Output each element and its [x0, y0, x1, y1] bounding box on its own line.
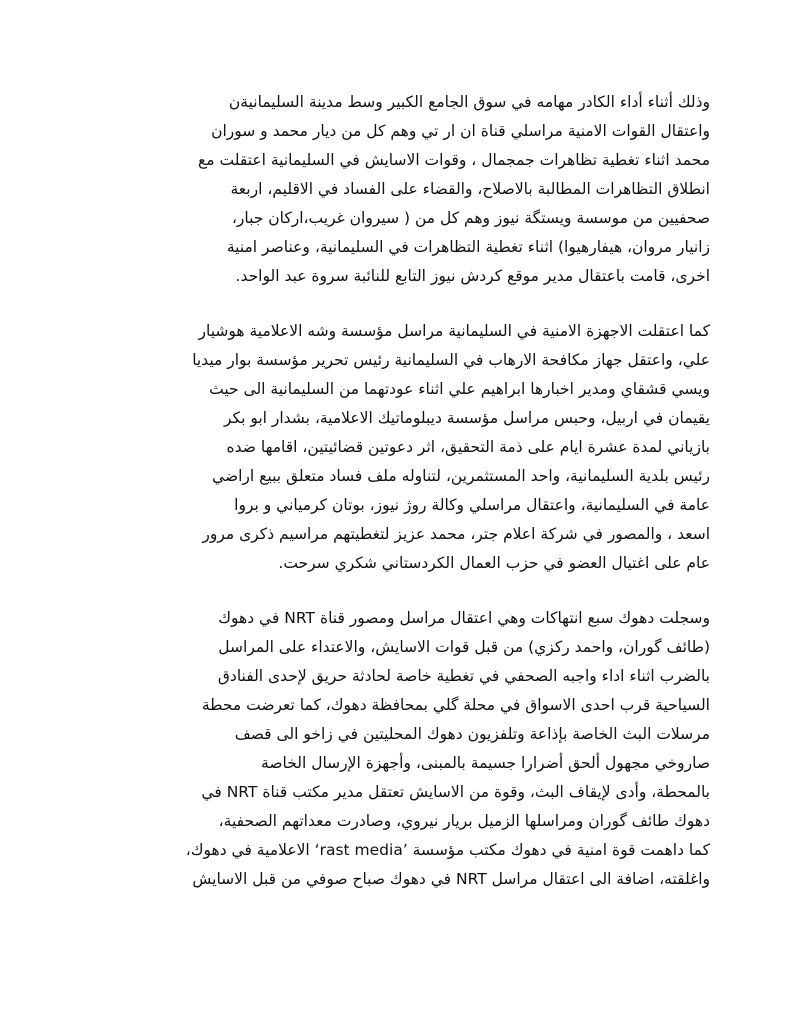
text-line: صاروخي مجهول ألحق أضرارا جسيمة بالمبنى، وأجهزة الإرسال الخاصة	[261, 754, 710, 772]
text-line: كما اعتقلت الاجهزة الامنية في السليمانية مراسل مؤسسة وشه الاعلامية هوشيار	[198, 322, 710, 340]
text-line: اخرى، قامت باعتقال مدير موقع كردش نيوز التابع للنائبة سروة عبد الواحد.	[235, 267, 710, 285]
text-line: اسعد ، والمصور في شركة اعلام جتر، محمد عزيز لتغطيتهم مراسيم ذكرى مرور	[202, 525, 710, 543]
text-line: ويسي قشقاي ومدير اخبارها ابراهيم علي اثناء عودتهما من السليمانية الى حيث	[209, 380, 710, 398]
text-line: رئيس بلدية السليمانية، واحد المستثمرين، لتناوله ملف فساد متعلق ببيع اراضي	[212, 467, 710, 485]
text-line: وذلك أثناء أداء الكادر مهامه في سوق الجامع الكبير وسط مدينة السليمانيةن	[228, 93, 710, 111]
text-line: وسجلت دهوك سبع انتهاكات وهي اعتقال مراسل ومصور قناة NRT في دهوك	[218, 609, 710, 627]
text-line: (طائف گوران، واحمد ركزي) من قبل قوات الاسايش، والاعتداء على المراسل	[218, 638, 710, 656]
text-line: بازياني لمدة عشرة ايام على ذمة التحقيق، اثر دعوتين قضائيتين، اقامها ضده	[226, 438, 710, 456]
paragraph-1	[94, 88, 710, 291]
paragraph-2	[94, 317, 710, 578]
text-line: علي، واعتقل جهاز مكافحة الارهاب في السليمانية رئيس تحرير مؤسسة بوار ميديا	[192, 351, 710, 369]
text-line: دهوك طائف گوران ومراسلها الزميل بريار نيروي، وصادرت معداتهم الصحفية،	[218, 812, 710, 830]
text-line: السياحية قرب احدى الاسواق في محلة گلي بمحافظة دهوك، كما تعرضت محطة	[201, 696, 710, 714]
text-line: يقيمان في اربيل، وحبس مراسل مؤسسة ديبلوماتيك الاعلامية، بشدار ابو بكر	[223, 409, 710, 427]
text-line: بالمحطة، وأدى لإيقاف البث، وقوة من الاسايش تعتقل مدير مكتب قناة NRT في	[201, 783, 710, 801]
text-line: صحفيين من موسسة ويستگة نيوز وهم كل من ( سيروان غريب،اركان جبار،	[231, 209, 710, 227]
text-line: بالضرب اثناء اداء واجبه الصحفي في تغطية خاصة لحادثة حريق لإحدى الفنادق	[217, 667, 710, 685]
text-line: زانيار مروان، هيفارهيوا) اثناء تغطية التظاهرات في السليمانية، وعناصر امنية	[226, 238, 710, 256]
paragraph-3	[94, 604, 710, 894]
text-line: محمد اثناء تغطية تظاهرات جمجمال ، وقوات الاسايش في السليمانية اعتقلت مع	[198, 151, 710, 169]
text-line: انطلاق التظاهرات المطالبة بالاصلاح، والقضاء على الفساد في الاقليم، اربعة	[230, 180, 710, 198]
text-line: واغلقته، اضافة الى اعتقال مراسل NRT في دهوك صباح صوفي من قبل الاسايش	[192, 870, 710, 888]
text-line: واعتقال القوات الامنية مراسلي قناة ان ار تي وهم كل من ديار محمد و سوران	[211, 122, 710, 140]
text-line: عام على اغتيال العضو في حزب العمال الكردستاني شكري سرحت.	[278, 554, 710, 572]
text-line: عامة في السليمانية، واعتقال مراسلي وكالة روژ نيوز، بوتان كرمياني و بروا	[234, 496, 710, 514]
text-line: مرسلات البث الخاصة بإذاعة وتلفزيون دهوك المحليتين في زاخو الى قصف	[234, 725, 710, 743]
text-line: كما داهمت قوة امنية في دهوك مكتب مؤسسة ’rast media‘ الاعلامية في دهوك،	[185, 841, 710, 859]
